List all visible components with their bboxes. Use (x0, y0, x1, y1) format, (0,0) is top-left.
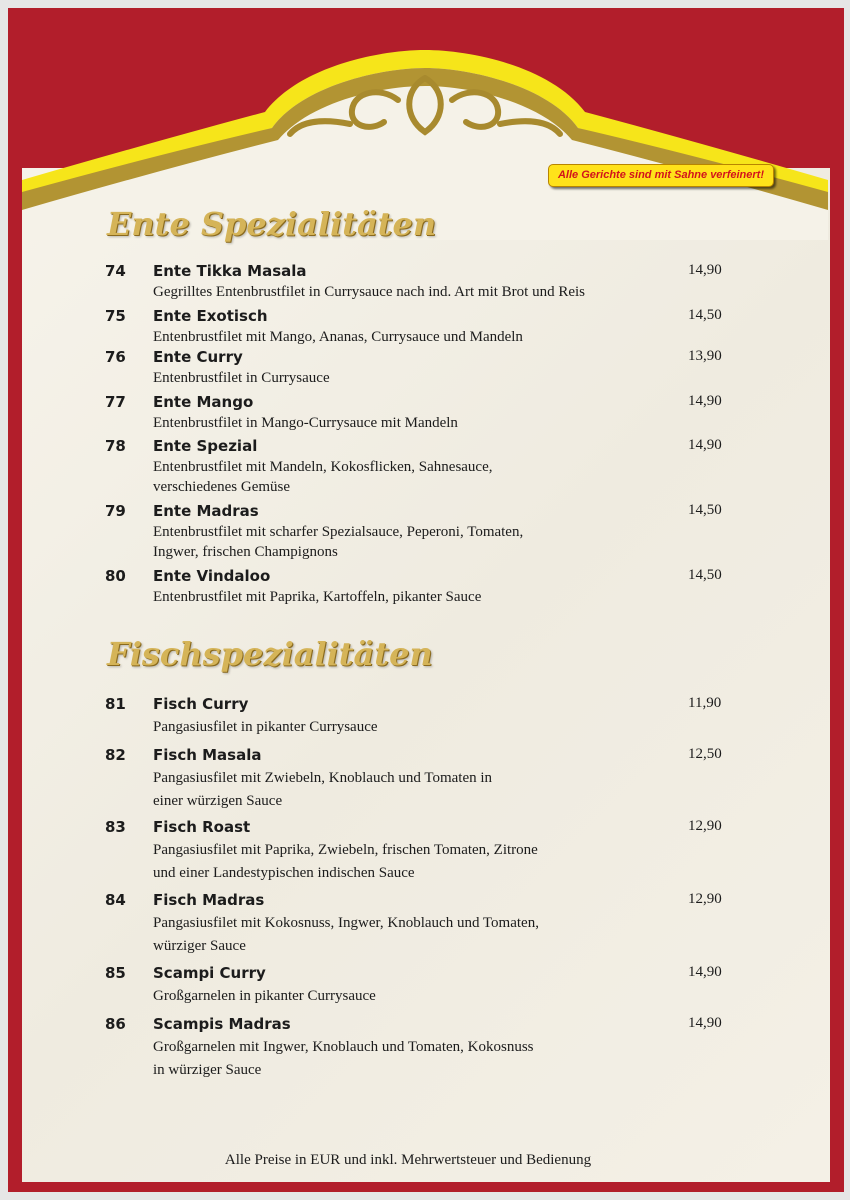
description-line: Entenbrustfilet mit Paprika, Kartoffeln, pikanter Sauce (153, 589, 482, 605)
item-description (153, 1036, 623, 1081)
item-price: 14,90 (688, 262, 722, 278)
item-name: Ente Curry (153, 348, 243, 366)
item-price: 12,90 (688, 891, 722, 907)
description-line: verschiedenes Gemüse (153, 479, 291, 495)
item-number: 79 (105, 502, 126, 520)
item-description (153, 985, 623, 1008)
item-description (153, 716, 623, 739)
item-number: 75 (105, 307, 126, 325)
item-price: 14,50 (688, 567, 722, 583)
description-line: einer würzigen Sauce (153, 792, 283, 809)
description-line: Großgarnelen mit Ingwer, Knoblauch und Tomaten, Kokosnuss (153, 1039, 534, 1055)
section-title: Fischspezialitäten (107, 635, 433, 673)
item-description (153, 282, 623, 302)
item-description (153, 912, 623, 957)
description-line: Entenbrustfilet in Currysauce (153, 370, 330, 386)
item-price: 12,50 (688, 746, 722, 762)
item-name: Ente Mango (153, 393, 254, 411)
item-price: 14,90 (688, 964, 722, 980)
item-price: 14,90 (688, 393, 722, 409)
item-number: 74 (105, 262, 126, 280)
item-number: 82 (105, 746, 126, 764)
item-price: 14,90 (688, 1015, 722, 1031)
item-description (153, 413, 623, 433)
item-number: 85 (105, 964, 126, 982)
item-name: Ente Vindaloo (153, 567, 271, 585)
item-description (153, 839, 623, 884)
description-line: Entenbrustfilet mit Mandeln, Kokosflicken, Sahnesauce, (153, 459, 493, 475)
description-line: Pangasiusfilet mit Kokosnuss, Ingwer, Knoblauch und Tomaten, (153, 915, 539, 931)
item-description (153, 767, 623, 812)
item-description (153, 368, 623, 388)
item-name: Fisch Curry (153, 695, 249, 713)
item-price: 11,90 (688, 695, 722, 711)
item-price: 14,50 (688, 502, 722, 518)
description-line: Gegrilltes Entenbrustfilet in Currysauce nach ind. Art mit Brot und Reis (153, 284, 586, 300)
item-price: 12,90 (688, 818, 722, 834)
description-line: und einer Landestypischen indischen Sauce (153, 864, 415, 881)
item-description (153, 327, 623, 347)
item-name: Fisch Masala (153, 746, 262, 764)
item-number: 84 (105, 891, 126, 909)
item-name: Scampi Curry (153, 964, 266, 982)
description-line: Pangasiusfilet mit Zwiebeln, Knoblauch und Tomaten in (153, 770, 493, 786)
section-title: Ente Spezialitäten (107, 205, 437, 243)
item-number: 83 (105, 818, 126, 836)
item-price: 14,50 (688, 307, 722, 323)
ornamental-header (0, 0, 850, 240)
price-footer-note: Alle Preise in EUR und inkl. Mehrwertsteuer und Bedienung (224, 1152, 592, 1168)
cream-notice-badge: Alle Gerichte sind mit Sahne verfeinert! (548, 164, 774, 187)
item-name: Fisch Roast (153, 818, 251, 836)
item-name: Ente Spezial (153, 437, 258, 455)
description-line: Entenbrustfilet in Mango-Currysauce mit Mandeln (153, 415, 458, 431)
description-line: Entenbrustfilet mit Mango, Ananas, Currysauce und Mandeln (153, 329, 523, 345)
item-number: 80 (105, 567, 126, 585)
item-name: Ente Tikka Masala (153, 262, 307, 280)
description-line: Pangasiusfilet in pikanter Currysauce (153, 719, 378, 735)
item-price: 14,90 (688, 437, 722, 453)
item-description (153, 587, 623, 607)
description-line: Ingwer, frischen Champignons (153, 544, 338, 560)
description-line: Großgarnelen in pikanter Currysauce (153, 988, 376, 1004)
item-name: Fisch Madras (153, 891, 265, 909)
item-name: Scampis Madras (153, 1015, 291, 1033)
item-name: Ente Exotisch (153, 307, 268, 325)
description-line: Entenbrustfilet mit scharfer Spezialsauce, Peperoni, Tomaten, (153, 524, 524, 540)
item-number: 77 (105, 393, 126, 411)
description-line: in würziger Sauce (153, 1061, 262, 1078)
item-number: 81 (105, 695, 126, 713)
item-number: 78 (105, 437, 126, 455)
description-line: würziger Sauce (153, 937, 246, 954)
item-name: Ente Madras (153, 502, 259, 520)
item-number: 86 (105, 1015, 126, 1033)
item-number: 76 (105, 348, 126, 366)
item-price: 13,90 (688, 348, 722, 364)
description-line: Pangasiusfilet mit Paprika, Zwiebeln, frischen Tomaten, Zitrone (153, 842, 538, 858)
item-description (153, 522, 623, 562)
item-description (153, 457, 623, 497)
